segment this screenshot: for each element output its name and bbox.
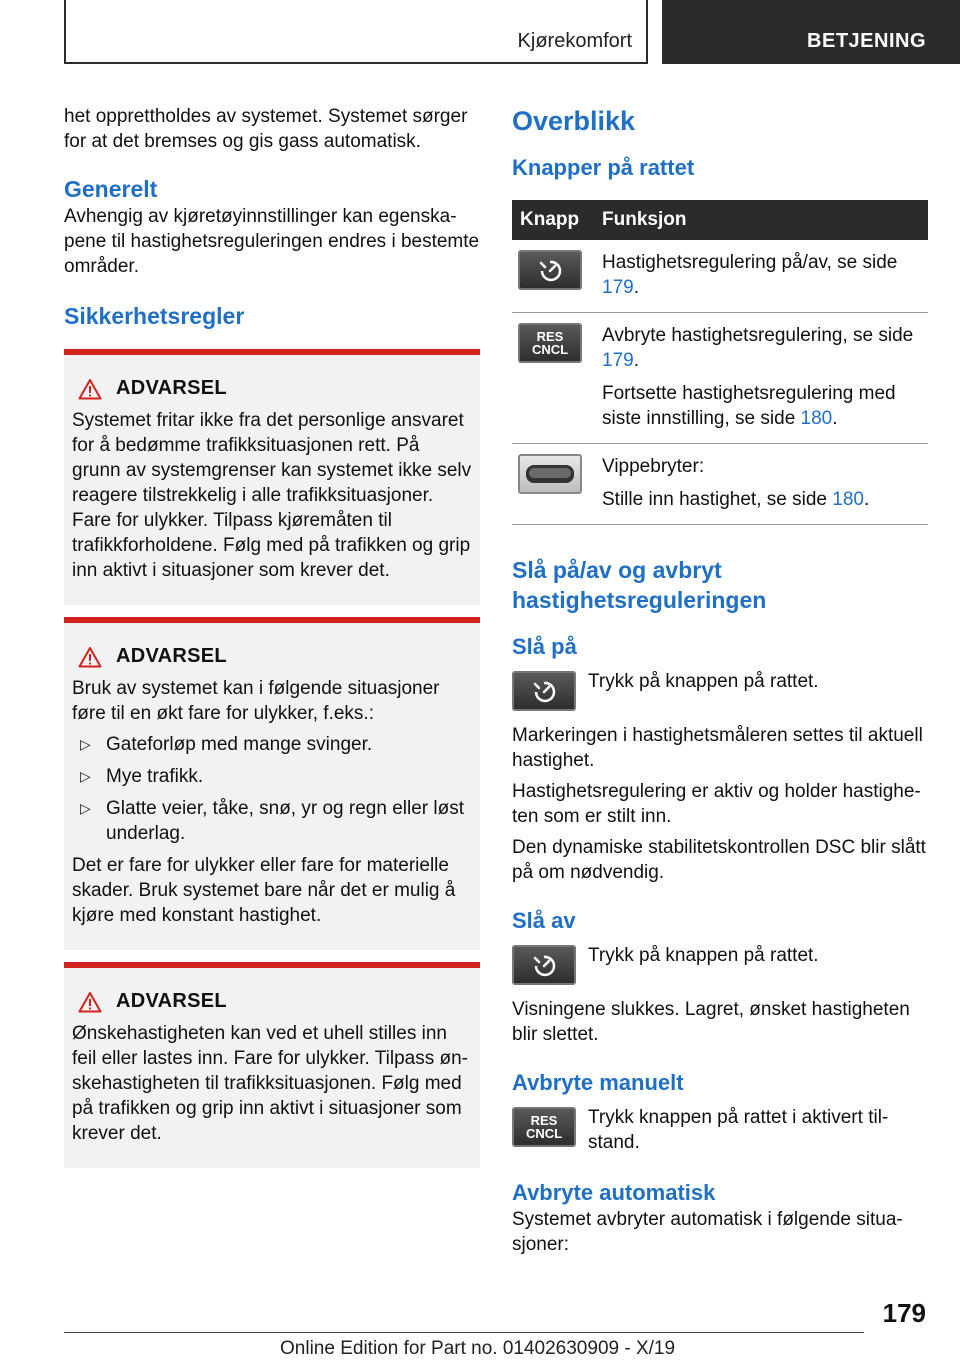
page-number: 179 xyxy=(882,1298,926,1328)
rocker-switch-icon xyxy=(518,454,582,494)
step-text: Trykk knappen på rattet i aktivert tilstand. xyxy=(588,1107,889,1153)
function-text: Vippebryter: xyxy=(602,456,705,477)
manuelt-heading: Avbryte manuelt xyxy=(512,1070,684,1095)
warning-triangle-icon xyxy=(78,646,102,668)
step-text: Trykk på knappen på rattet. xyxy=(588,945,819,966)
warning-title: ADVARSEL xyxy=(116,377,227,399)
slaa-paa-step xyxy=(512,669,928,711)
step-text: Trykk på knappen på rattet. xyxy=(588,671,819,692)
table-header-funksjon: Funksjon xyxy=(594,200,928,240)
page-link[interactable]: 180 xyxy=(800,408,833,429)
overblikk-heading: Overblikk xyxy=(512,106,636,136)
speed-control-icon xyxy=(512,945,576,985)
header-chapter-tab xyxy=(662,0,960,64)
warning-box-3 xyxy=(64,962,480,1168)
sikkerhetsregler-heading: Sikkerhetsregler xyxy=(64,303,245,329)
warning-triangle-icon xyxy=(78,991,102,1013)
slaa-av-paragraph: Visningene slukkes. Lagret, ønsket hastigheten blir slettet. xyxy=(512,999,910,1045)
manuelt-step xyxy=(512,1105,928,1155)
triangle-bullet-icon: ▷ xyxy=(80,800,91,816)
function-text: Stille inn hastighet, se side 180. xyxy=(602,489,870,510)
buttons-table xyxy=(512,200,928,525)
warning-box-2 xyxy=(64,617,480,950)
header-section-tab xyxy=(64,0,648,64)
automatisk-paragraph: Systemet avbryter automatisk i følgende situasjoner: xyxy=(512,1209,903,1255)
slaa-paa-paragraph: Hastighetsregulering er aktiv og holder hastigheten som er stilt inn. xyxy=(512,781,921,827)
page-link[interactable]: 180 xyxy=(832,489,864,510)
speed-control-icon xyxy=(512,671,576,711)
header-chapter-title: BETJENING xyxy=(807,30,926,52)
slaa-paa-heading: Slå på xyxy=(512,634,577,659)
res-cncl-icon: RES CNCL xyxy=(518,323,582,363)
automatisk-heading: Avbryte automatisk xyxy=(512,1180,716,1205)
res-cncl-icon: RES CNCL xyxy=(512,1107,576,1147)
list-item: ▷ Gateforløp med mange svinger. xyxy=(80,734,373,755)
page-link[interactable]: 179 xyxy=(602,350,634,371)
warning-box-1 xyxy=(64,349,480,605)
footer-edition: Online Edition for Part no. 01402630909 - X/19 xyxy=(280,1338,676,1359)
knapper-heading: Knapper på rattet xyxy=(512,155,695,180)
list-item: ▷ Glatte veier, tåke, snø, yr og regn eller løst underlag. xyxy=(80,798,464,844)
right-column xyxy=(512,104,928,1257)
speed-control-icon xyxy=(518,250,582,290)
triangle-bullet-icon: ▷ xyxy=(80,736,91,752)
header-section-title: Kjørekomfort xyxy=(517,30,632,52)
function-text: Fortsette hastighetsregulering med siste innstilling, se side 180. xyxy=(602,383,896,429)
page-link[interactable]: 179 xyxy=(602,277,634,298)
function-text: Hastighetsregulering på/av, se side 179. xyxy=(602,252,898,298)
function-text: Avbryte hastighetsregulering, se side 179. xyxy=(602,325,914,371)
slaa-av-step xyxy=(512,943,928,985)
warning-title: ADVARSEL xyxy=(116,990,227,1012)
slaa-paa-paragraph: Den dynamiske stabilitetskontrollen DSC blir slått på om nødvendig. xyxy=(512,837,926,883)
warning-title: ADVARSEL xyxy=(116,645,227,667)
warning-text: Systemet fritar ikke fra det personlige ansvaret for å bedømme trafikksituasjonen rett. På grunn av systemgrenser kan systemet ikke selv reagere tilstrekkelig i alle trafikksituasjoner. Fare for ulykker. Tilpass kjøremåten til trafikkforholdene. Følg med på trafikken og grip inn aktivt i situasjoner som krever det. xyxy=(72,410,472,581)
list-item: ▷ Mye trafikk. xyxy=(80,766,204,787)
onoff-heading: Slå på/av og avbryt hastighetsreguleringen xyxy=(512,557,767,613)
warning-text: Ønskehastigheten kan ved et uhell stilles inn feil eller lastes inn. Fare for ulykker. Tilpass ønskehastigheten til trafikksituasjonen. Følg med på trafikken og grip inn aktivt i situasjoner som krever det. xyxy=(72,1023,468,1144)
generelt-heading: Generelt xyxy=(64,176,158,202)
warning-text-2: Det er fare for ulykker eller fare for materielle skader. Bruk systemet bare når det er mulig å kjøre med konstant hastighet. xyxy=(72,855,456,926)
footer-divider xyxy=(64,1332,864,1333)
generelt-paragraph: Avhengig av kjøretøyinnstillinger kan egenskapene til hastighetsreguleringen endres i bestemte områder. xyxy=(64,206,480,277)
table-header-knapp: Knapp xyxy=(512,200,594,240)
left-column xyxy=(64,104,480,1168)
table-row xyxy=(512,444,928,525)
triangle-bullet-icon: ▷ xyxy=(80,768,91,784)
warning-triangle-icon xyxy=(78,378,102,400)
warning-list xyxy=(72,732,472,846)
slaa-paa-paragraph: Markeringen i hastighetsmåleren settes til aktuell hastighet. xyxy=(512,725,923,771)
intro-paragraph: het opprettholdes av systemet. Systemet sørger for at det bremses og gis gass automatisk. xyxy=(64,106,468,152)
table-row xyxy=(512,240,928,313)
table-row xyxy=(512,313,928,444)
slaa-av-heading: Slå av xyxy=(512,908,576,933)
warning-text: Bruk av systemet kan i følgende situasjoner føre til en økt fare for ulykker, f.eks.: xyxy=(72,678,440,724)
